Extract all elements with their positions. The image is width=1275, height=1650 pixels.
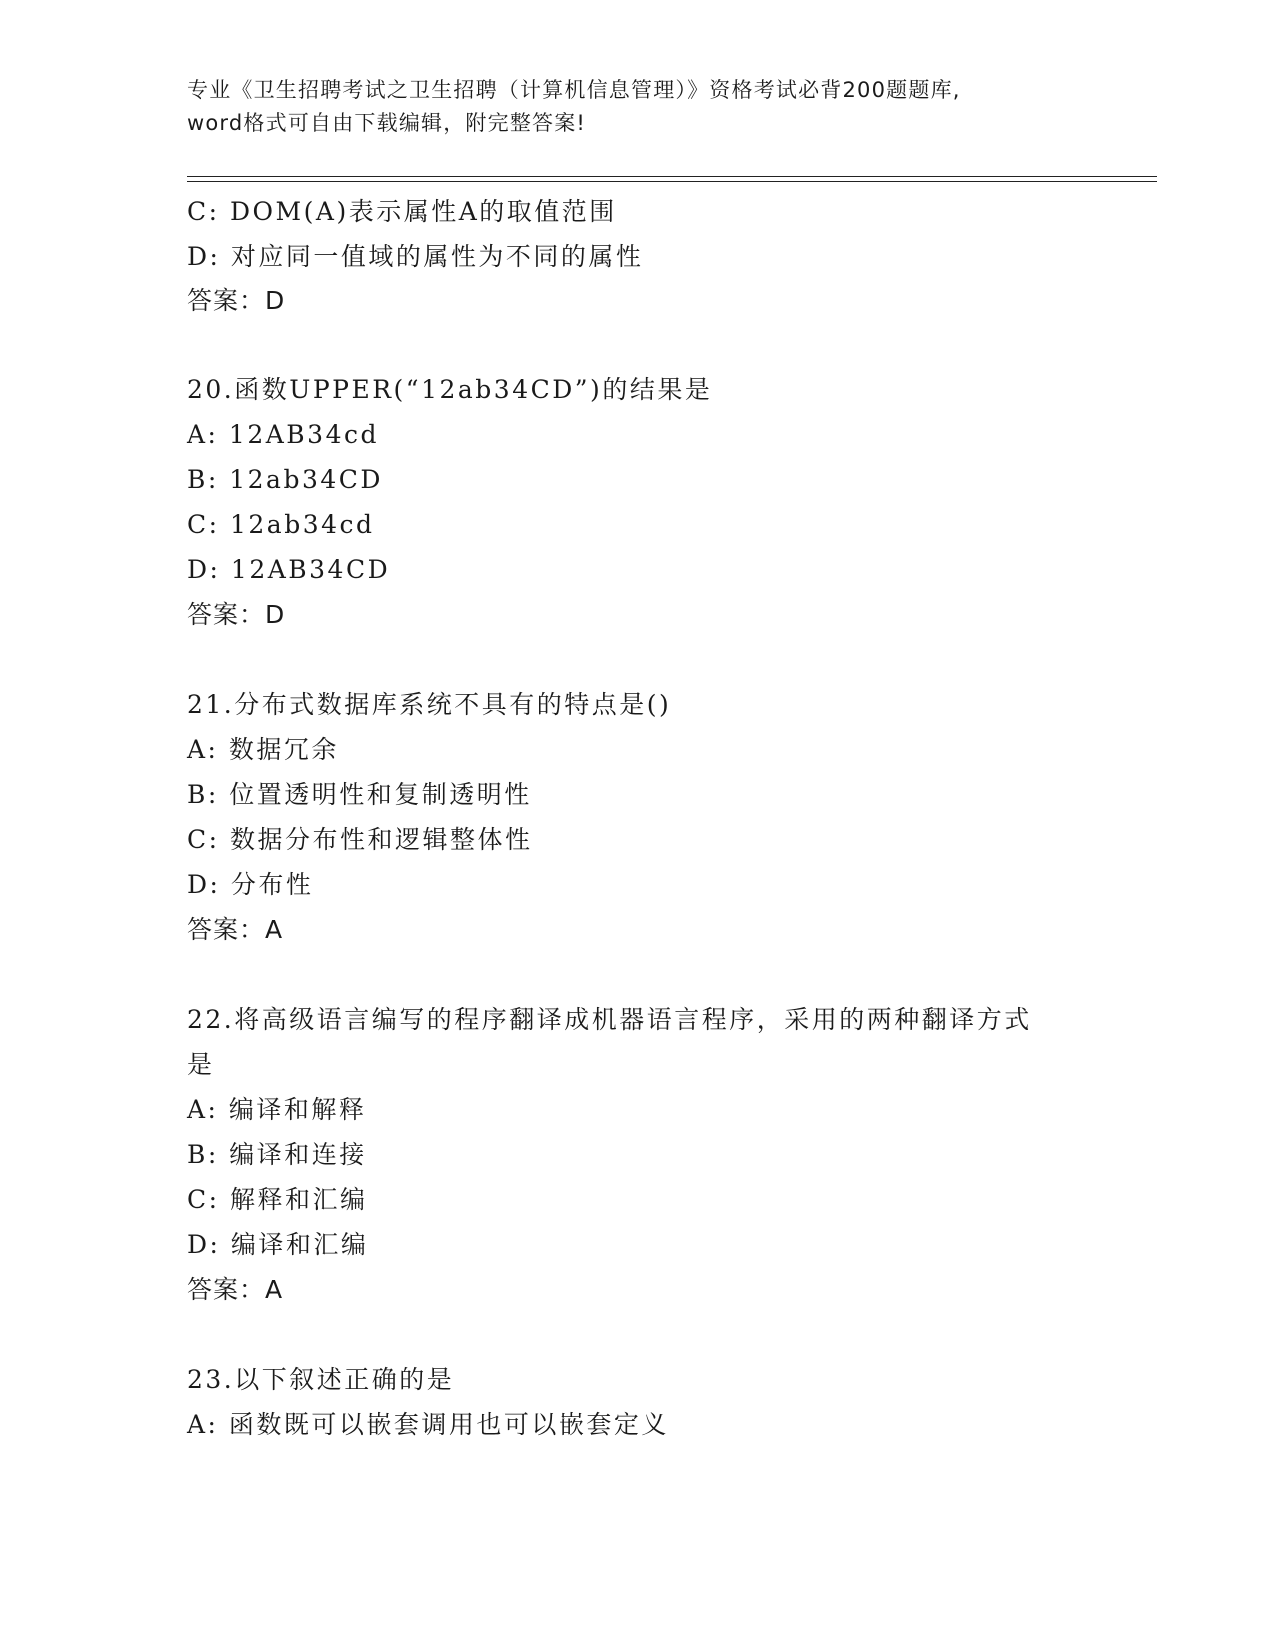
header-divider-bottom	[187, 181, 1157, 182]
prev-option-d: D: 对应同一值域的属性为不同的属性	[187, 242, 644, 271]
q22-option-a: A: 编译和解释	[187, 1095, 367, 1124]
q21-answer: 答案：A	[187, 915, 284, 944]
q20-question: 20.函数UPPER(“12ab34CD”)的结果是	[187, 375, 713, 404]
q22-option-c: C: 解释和汇编	[187, 1185, 368, 1214]
q22-option-d: D: 编译和汇编	[187, 1230, 369, 1259]
q20-option-c: C: 12ab34cd	[187, 510, 375, 539]
q20-answer: 答案：D	[187, 600, 286, 629]
prev-answer: 答案：D	[187, 286, 286, 315]
q21-option-d: D: 分布性	[187, 870, 314, 899]
q20-option-a: A: 12AB34cd	[187, 420, 379, 449]
q21-option-b: B: 位置透明性和复制透明性	[187, 780, 532, 809]
header-line-1: 专业《卫生招聘考试之卫生招聘（计算机信息管理）》资格考试必背200题题库,	[187, 78, 961, 102]
q22-question-line-2: 是	[187, 1050, 215, 1079]
q21-option-c: C: 数据分布性和逻辑整体性	[187, 825, 533, 854]
q23-question: 23.以下叙述正确的是	[187, 1365, 455, 1394]
q21-question: 21.分布式数据库系统不具有的特点是()	[187, 690, 672, 719]
q20-option-b: B: 12ab34CD	[187, 465, 383, 494]
q21-option-a: A: 数据冗余	[187, 735, 339, 764]
document-header	[187, 74, 1087, 140]
header-line-2: word格式可自由下载编辑，附完整答案!	[187, 111, 587, 135]
prev-option-c: C: DOM(A)表示属性A的取值范围	[187, 197, 617, 226]
q20-option-d: D: 12AB34CD	[187, 555, 391, 584]
q22-answer: 答案：A	[187, 1275, 284, 1304]
q22-option-b: B: 编译和连接	[187, 1140, 367, 1169]
header-divider-top	[187, 176, 1157, 177]
q23-option-a: A: 函数既可以嵌套调用也可以嵌套定义	[187, 1410, 669, 1439]
q22-question-line-1: 22.将高级语言编写的程序翻译成机器语言程序，采用的两种翻译方式	[187, 1005, 1032, 1034]
